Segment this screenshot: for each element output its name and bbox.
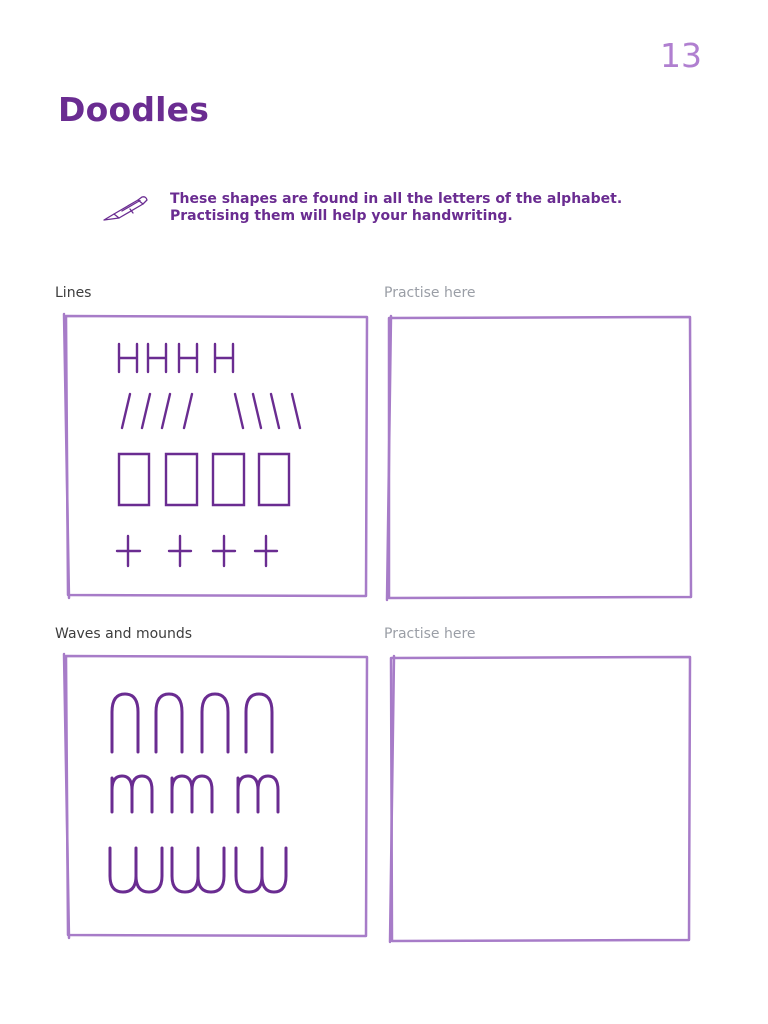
example-box-waves bbox=[60, 650, 372, 942]
practise-label-waves: Practise here bbox=[384, 626, 476, 642]
pen-icon bbox=[100, 192, 150, 224]
section-label-waves: Waves and mounds bbox=[55, 626, 193, 642]
example-box-lines bbox=[60, 310, 372, 602]
intro-line-2: Practising them will help your handwriting. bbox=[170, 208, 513, 224]
page-number: 13 bbox=[660, 36, 702, 75]
practise-box-waves[interactable] bbox=[385, 652, 697, 946]
practise-box-lines[interactable] bbox=[383, 312, 695, 604]
intro-line-1: These shapes are found in all the letters of the alphabet. bbox=[170, 191, 623, 207]
practise-label-lines: Practise here bbox=[384, 285, 476, 301]
section-label-lines: Lines bbox=[55, 285, 92, 301]
page-title: Doodles bbox=[58, 90, 210, 129]
intro-text bbox=[170, 191, 622, 225]
